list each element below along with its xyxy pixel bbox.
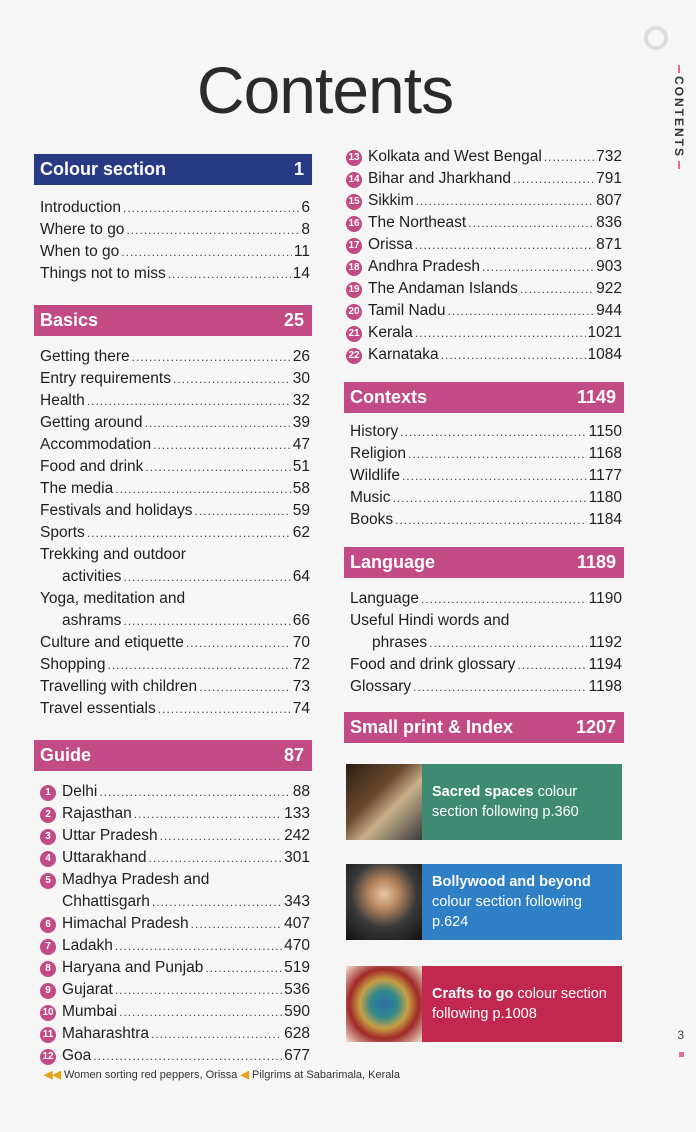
toc-entry[interactable]: [40, 847, 310, 869]
toc-entry[interactable]: [40, 478, 310, 500]
entry-page: 871: [596, 236, 622, 253]
entry-label: Religion: [350, 445, 407, 462]
entry-label: Getting there: [40, 348, 130, 365]
entry-list: [34, 185, 312, 285]
toc-entry[interactable]: [40, 654, 310, 676]
toc-entry[interactable]: [350, 610, 622, 654]
entry-page: 677: [284, 1047, 310, 1064]
entry-list: [34, 771, 312, 1067]
toc-entry[interactable]: [346, 300, 622, 322]
entry-label-cont: ashrams: [62, 612, 122, 629]
chapter-number-badge: 6: [40, 917, 56, 933]
section-basics: [34, 305, 312, 720]
chapter-number-badge: 5: [40, 873, 56, 889]
entry-page: 58: [292, 480, 310, 497]
section-title: Language: [350, 552, 436, 572]
chapter-number-badge: 2: [40, 807, 56, 823]
page-number: 3: [677, 1028, 684, 1042]
entry-list: [34, 336, 312, 720]
toc-entry[interactable]: [40, 1001, 310, 1023]
entry-page: 301: [284, 849, 310, 866]
entry-label: 4 Uttarakhand: [40, 847, 146, 869]
entry-page: 628: [284, 1025, 310, 1042]
section-header-colour[interactable]: [34, 154, 312, 185]
entry-page: 1198: [588, 678, 622, 695]
entry-label: Travelling with children: [40, 678, 198, 695]
entry-label: Language: [350, 590, 419, 607]
caption-text: Women sorting red peppers, Orissa: [63, 1069, 238, 1081]
entry-label: 6 Himachal Pradesh: [40, 913, 189, 935]
entry-page: 807: [596, 192, 622, 209]
section-guide: [34, 740, 312, 1067]
chapter-number-badge: 21: [346, 326, 362, 342]
section-page: 1149: [576, 387, 616, 407]
sacred-spaces-photo: [346, 764, 422, 840]
caption-arrow-icon: ◀: [240, 1069, 249, 1081]
entry-page: 1177: [588, 467, 622, 484]
toc-entry[interactable]: [350, 676, 622, 698]
entry-page: 39: [292, 414, 310, 431]
entry-label: 18 Andhra Pradesh: [346, 256, 480, 278]
toc-entry[interactable]: [40, 368, 310, 390]
toc-entry[interactable]: [40, 346, 310, 368]
entry-page: 133: [284, 805, 310, 822]
toc-entry[interactable]: [346, 146, 622, 168]
toc-entry[interactable]: [346, 190, 622, 212]
chapter-number-badge: 3: [40, 829, 56, 845]
toc-entry[interactable]: [40, 1023, 310, 1045]
entry-label: 1 Delhi: [40, 781, 97, 803]
chapter-number-badge: 8: [40, 961, 56, 977]
panel-sacred-spaces[interactable]: [346, 764, 622, 840]
entry-label: Introduction: [40, 199, 121, 216]
chapter-number-badge: 20: [346, 304, 362, 320]
chapter-number-badge: 13: [346, 150, 362, 166]
entry-page: 470: [284, 937, 310, 954]
entry-page: 30: [292, 370, 310, 387]
section-small-print: [344, 712, 624, 743]
toc-entry[interactable]: [350, 654, 622, 676]
entry-label: Where to go: [40, 221, 125, 238]
section-header-contexts[interactable]: [344, 382, 624, 413]
panel-text: Crafts to go colour section following p.1008: [432, 986, 607, 1022]
section-language: [344, 547, 624, 698]
entry-page: 74: [292, 700, 310, 717]
corner-circle: [644, 26, 668, 50]
entry-label: 9 Gujarat: [40, 979, 113, 1001]
section-title: Basics: [40, 310, 99, 330]
entry-label: Food and drink: [40, 458, 144, 475]
entry-page: 51: [292, 458, 310, 475]
entry-page: 1168: [588, 445, 622, 462]
entry-label: Health: [40, 392, 85, 409]
entry-page: 6: [301, 199, 310, 216]
entry-page: 922: [596, 280, 622, 297]
page-title: Contents: [196, 53, 454, 127]
entry-page: 72: [292, 656, 310, 673]
entry-label: 13 Kolkata and West Bengal: [346, 146, 542, 168]
entry-label: 16 The Northeast: [346, 212, 466, 234]
entry-label: 10 Mumbai: [40, 1001, 117, 1023]
entry-label: The media: [40, 480, 114, 497]
section-page: 1207: [575, 717, 616, 737]
entry-label: When to go: [40, 243, 120, 260]
entry-label: Books: [350, 511, 394, 528]
chapter-number-badge: 22: [346, 348, 362, 364]
toc-entry[interactable]: [346, 212, 622, 234]
entry-label: 8 Haryana and Punjab: [40, 957, 203, 979]
chapter-number-badge: 9: [40, 983, 56, 999]
toc-entry[interactable]: [40, 219, 310, 241]
entry-page: 519: [284, 959, 310, 976]
entry-page: 791: [596, 170, 622, 187]
entry-label: 3 Uttar Pradesh: [40, 825, 158, 847]
entry-list: [344, 146, 624, 366]
toc-entry[interactable]: [40, 434, 310, 456]
toc-entry[interactable]: [350, 588, 622, 610]
toc-entry[interactable]: [40, 632, 310, 654]
entry-page: 590: [284, 1003, 310, 1020]
entry-label: 14 Bihar and Jharkhand: [346, 168, 511, 190]
chapter-number-badge: 12: [40, 1049, 56, 1065]
entry-label: Yoga, meditation and: [40, 590, 186, 607]
entry-page: 1190: [588, 590, 622, 607]
toc-entry[interactable]: [40, 957, 310, 979]
entry-page: 1084: [587, 346, 622, 363]
section-header-small-print[interactable]: [344, 712, 624, 743]
entry-page: 1194: [588, 656, 622, 673]
toc-entry[interactable]: [40, 412, 310, 434]
entry-page: 1180: [588, 489, 622, 506]
section-page: 1: [293, 159, 304, 179]
toc-entry[interactable]: [346, 256, 622, 278]
chapter-number-badge: 7: [40, 939, 56, 955]
right-column: [344, 146, 624, 743]
chapter-number-badge: 4: [40, 851, 56, 867]
toc-entry[interactable]: [40, 825, 310, 847]
entry-label: 11 Maharashtra: [40, 1023, 149, 1045]
entry-page: 14: [292, 265, 310, 282]
entry-page: 407: [284, 915, 310, 932]
chapter-number-badge: 16: [346, 216, 362, 232]
section-title: Colour section: [40, 159, 167, 179]
entry-page: 836: [596, 214, 622, 231]
entry-label: 19 The Andaman Islands: [346, 278, 518, 300]
side-tab: CONTENTS: [672, 62, 686, 172]
entry-label-cont: activities: [62, 568, 122, 585]
entry-label: Trekking and outdoor: [40, 546, 186, 563]
section-contexts: [344, 382, 624, 531]
chapter-number-badge: 14: [346, 172, 362, 188]
toc-entry[interactable]: [346, 278, 622, 300]
entry-page: 536: [284, 981, 310, 998]
toc-entry[interactable]: [350, 465, 622, 487]
entry-label-cont: Chhattisgarh: [62, 893, 150, 910]
chapter-number-badge: 18: [346, 260, 362, 276]
entry-page: 32: [292, 392, 310, 409]
entry-page: 47: [292, 436, 310, 453]
chapter-number-badge: 11: [40, 1027, 56, 1043]
toc-entry[interactable]: [40, 390, 310, 412]
entry-list: [344, 578, 624, 698]
entry-label: Food and drink glossary: [350, 656, 516, 673]
toc-entry[interactable]: [40, 544, 310, 588]
section-page: 1189: [576, 552, 616, 572]
entry-label: 22 Karnataka: [346, 344, 439, 366]
section-title: Contexts: [350, 387, 428, 407]
entry-label: Sports: [40, 524, 85, 541]
entry-page: 1150: [588, 423, 622, 440]
entry-label: 7 Ladakh: [40, 935, 113, 957]
section-page: 87: [283, 745, 304, 765]
toc-entry[interactable]: [40, 522, 310, 544]
entry-label: Travel essentials: [40, 700, 156, 717]
photo-caption: [44, 1068, 400, 1081]
entry-label: Getting around: [40, 414, 143, 431]
bollywood-photo: [346, 864, 422, 940]
page-marker: [679, 1052, 684, 1057]
toc-entry[interactable]: [40, 197, 310, 219]
caption-text: Pilgrims at Sabarimala, Kerala: [252, 1069, 400, 1081]
entry-page: 64: [292, 568, 310, 585]
panel-text: Sacred spaces colour section following p.360: [432, 784, 579, 820]
entry-label: 21 Kerala: [346, 322, 413, 344]
section-header-guide[interactable]: [34, 740, 312, 771]
entry-label: Festivals and holidays: [40, 502, 193, 519]
toc-entry[interactable]: [40, 500, 310, 522]
toc-entry[interactable]: [40, 456, 310, 478]
toc-entry[interactable]: [40, 979, 310, 1001]
entry-page: 11: [293, 243, 310, 260]
entry-label: Wildlife: [350, 467, 400, 484]
entry-page: 73: [292, 678, 310, 695]
toc-entry[interactable]: [346, 322, 622, 344]
section-header-basics[interactable]: [34, 305, 312, 336]
toc-entry[interactable]: [40, 781, 310, 803]
toc-entry[interactable]: [40, 676, 310, 698]
entry-page: 88: [292, 783, 310, 800]
section-header-language[interactable]: [344, 547, 624, 578]
toc-entry[interactable]: [40, 588, 310, 632]
entry-page: 26: [292, 348, 310, 365]
toc-entry[interactable]: [350, 509, 622, 531]
section-page: 25: [283, 310, 304, 330]
panel-bollywood[interactable]: [346, 864, 622, 940]
section-title: Guide: [40, 745, 92, 765]
entry-label-cont: phrases: [372, 634, 428, 651]
entry-page: 944: [596, 302, 622, 319]
entry-label: Shopping: [40, 656, 106, 673]
entry-page: 8: [301, 221, 310, 238]
chapter-number-badge: 19: [346, 282, 362, 298]
entry-page: 1021: [587, 324, 622, 341]
entry-label: 2 Rajasthan: [40, 803, 132, 825]
chapter-number-badge: 10: [40, 1005, 56, 1021]
toc-entry[interactable]: [350, 487, 622, 509]
entry-label: 15 Sikkim: [346, 190, 414, 212]
toc-entry[interactable]: [40, 1045, 310, 1067]
panel-text: Bollywood and beyond colour section following p.624: [432, 874, 591, 930]
toc-entry[interactable]: [40, 241, 310, 263]
entry-page: 1184: [588, 511, 622, 528]
left-column: [34, 154, 312, 1067]
entry-label: 5 Madhya Pradesh and: [40, 869, 310, 891]
toc-entry[interactable]: [40, 869, 310, 913]
caption-arrow-icon: ◀◀: [44, 1069, 61, 1081]
toc-entry[interactable]: [40, 913, 310, 935]
toc-entry[interactable]: [346, 234, 622, 256]
entry-page: 242: [284, 827, 310, 844]
entry-list: [344, 413, 624, 531]
toc-entry[interactable]: [40, 803, 310, 825]
entry-page: 66: [292, 612, 310, 629]
entry-label: Entry requirements: [40, 370, 171, 387]
entry-page: 1192: [588, 634, 622, 651]
entry-label: 12 Goa: [40, 1045, 91, 1067]
chapter-number-badge: 17: [346, 238, 362, 254]
section-colour: [34, 154, 312, 285]
entry-label: 17 Orissa: [346, 234, 413, 256]
entry-label: Glossary: [350, 678, 412, 695]
chapter-number-badge: 15: [346, 194, 362, 210]
entry-label: Things not to miss: [40, 265, 166, 282]
entry-label: 20 Tamil Nadu: [346, 300, 446, 322]
entry-label: Accommodation: [40, 436, 152, 453]
toc-entry[interactable]: [350, 443, 622, 465]
toc-entry[interactable]: [40, 698, 310, 720]
entry-page: 903: [596, 258, 622, 275]
entry-label: History: [350, 423, 399, 440]
toc-entry[interactable]: [350, 421, 622, 443]
entry-page: 62: [292, 524, 310, 541]
toc-entry[interactable]: [346, 344, 622, 366]
entry-label: Music: [350, 489, 391, 506]
toc-entry[interactable]: [40, 935, 310, 957]
toc-entry[interactable]: [40, 263, 310, 285]
entry-page: 732: [596, 148, 622, 165]
chapter-number-badge: 1: [40, 785, 56, 801]
entry-page: 70: [292, 634, 310, 651]
entry-label: Culture and etiquette: [40, 634, 184, 651]
section-title: Small print & Index: [350, 717, 514, 737]
entry-page: 343: [284, 893, 310, 910]
crafts-photo: [346, 966, 422, 1042]
panel-crafts[interactable]: [346, 966, 622, 1042]
entry-label: Useful Hindi words and: [350, 612, 510, 629]
toc-entry[interactable]: [346, 168, 622, 190]
entry-page: 59: [292, 502, 310, 519]
